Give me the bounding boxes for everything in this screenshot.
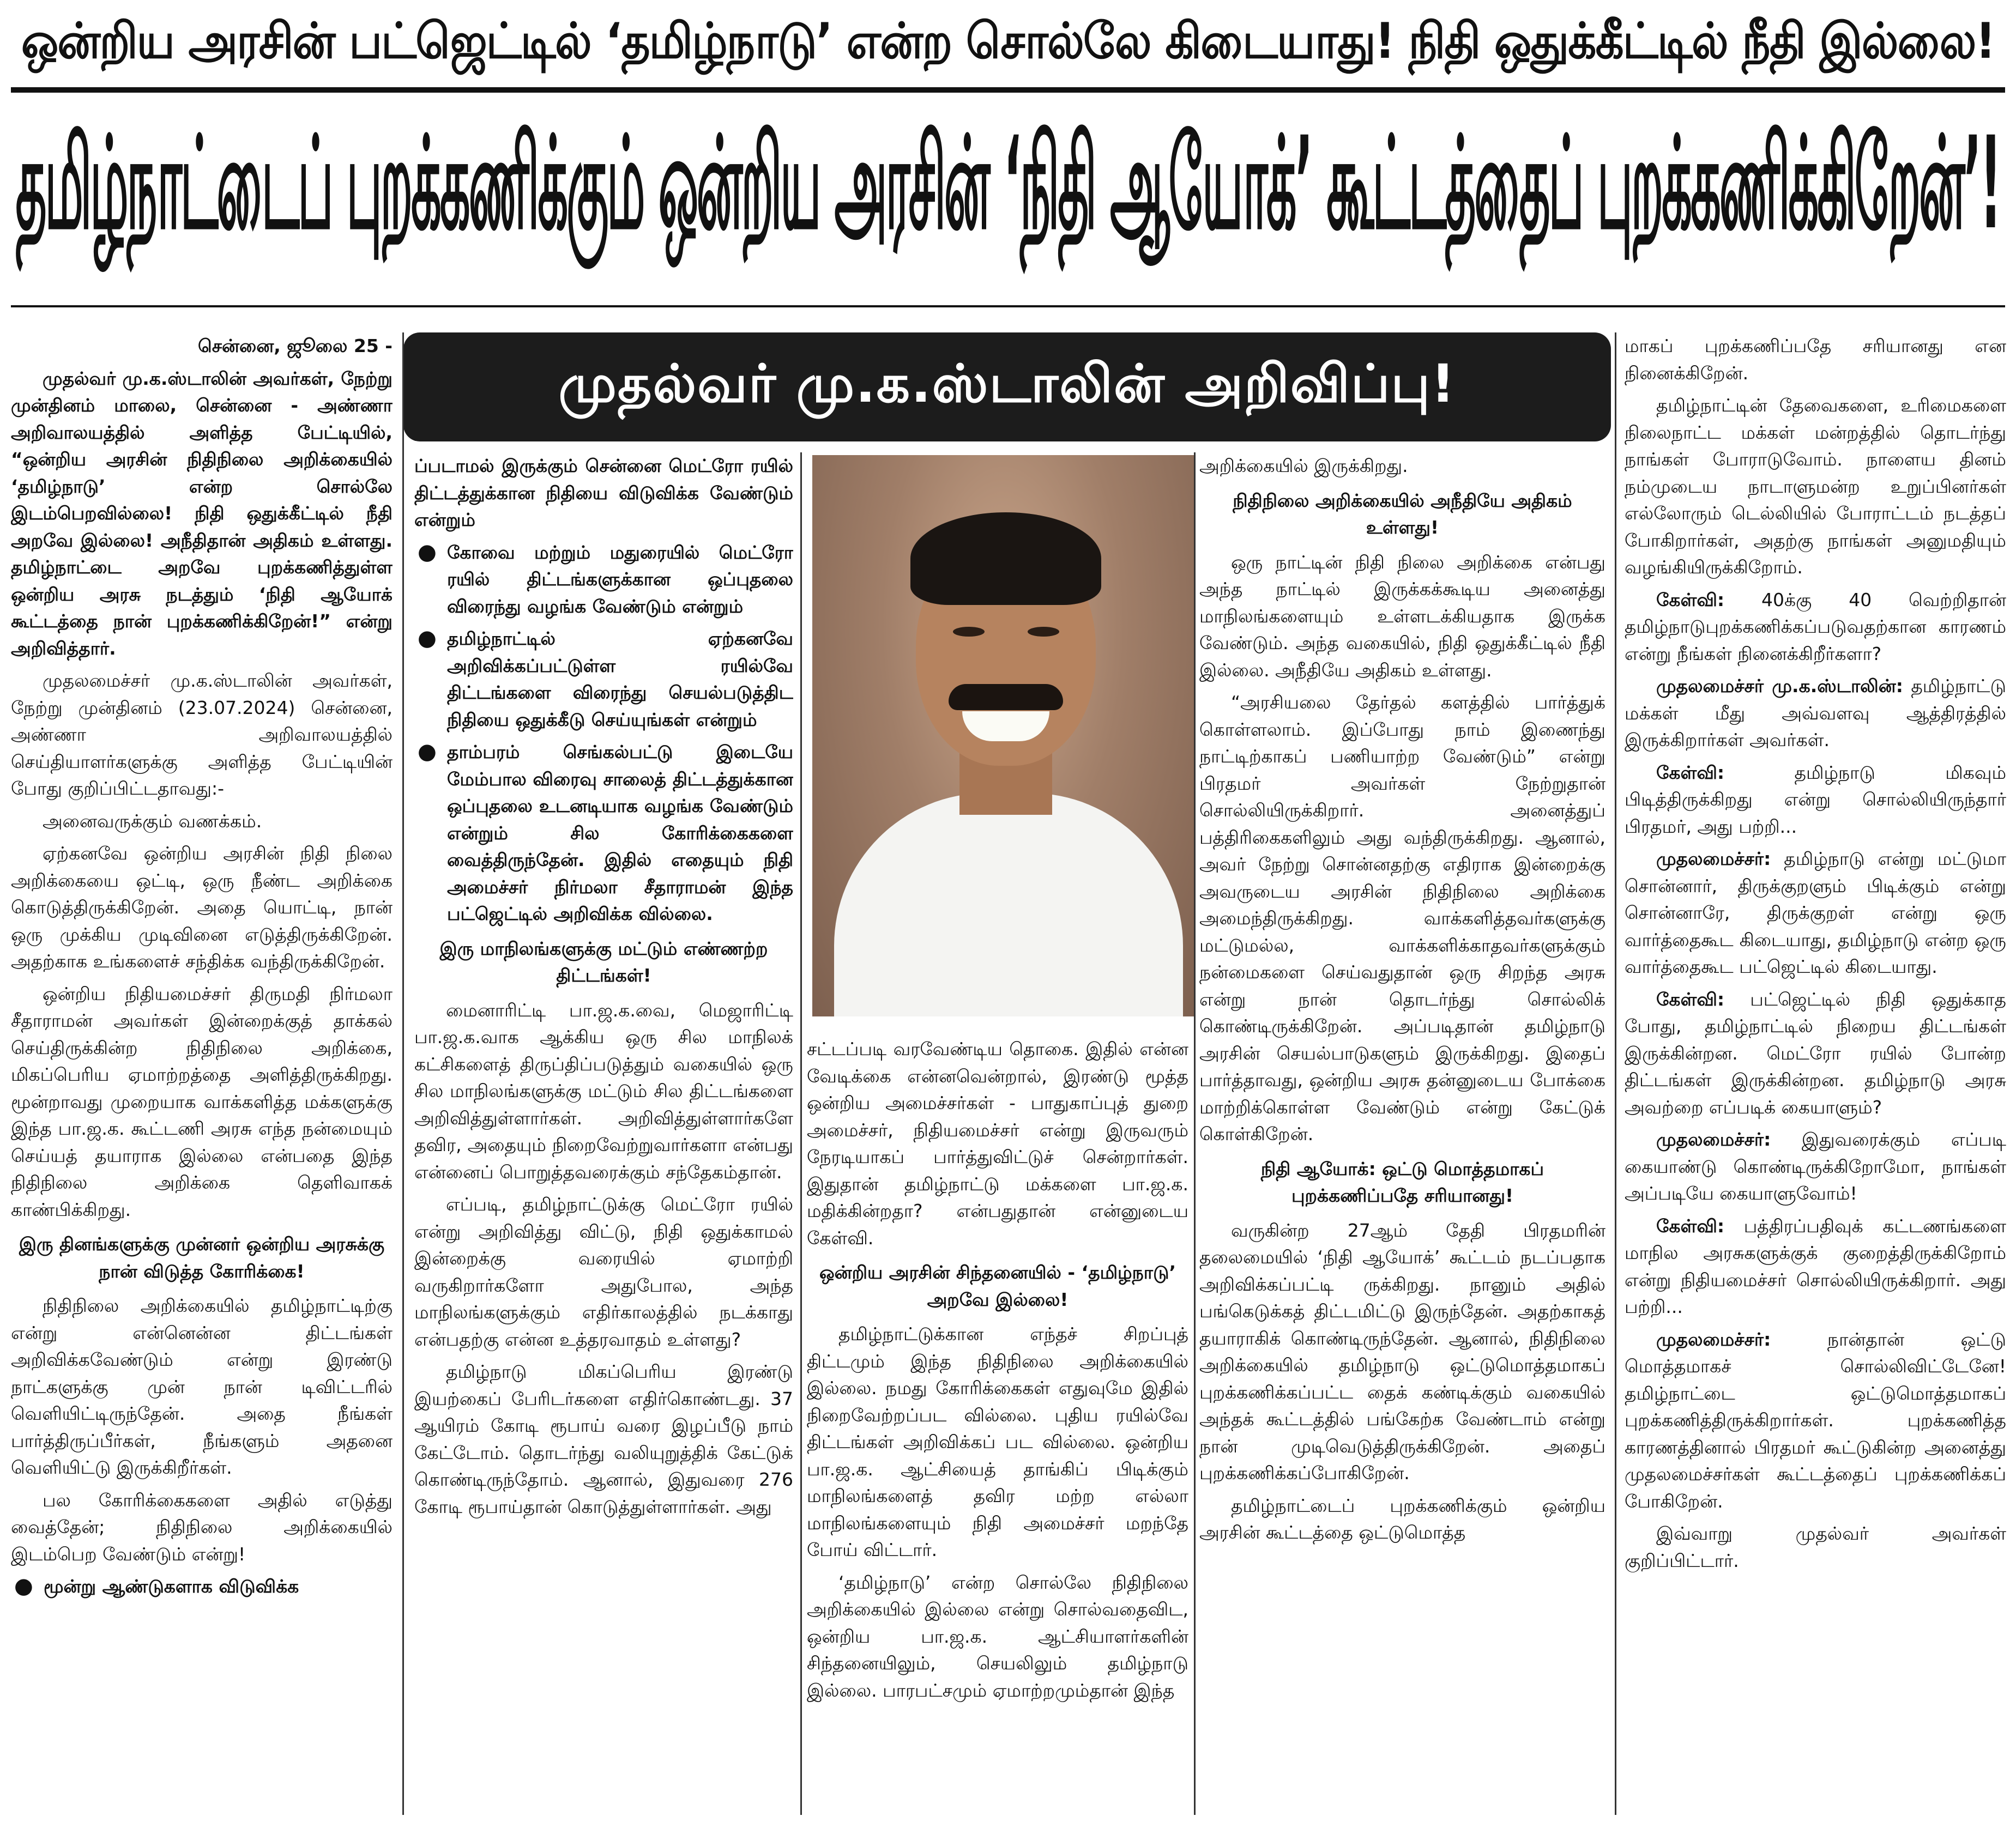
column-rule-2 <box>800 452 802 1815</box>
bullet-text: கோவை மற்றும் மதுரையில் மெட்ரோ ரயில் திட்டங்களுக்கான ஒப்புதலை விரைந்து வழங்க வேண்டும் என்றும் <box>447 541 793 617</box>
paragraph: அனைவருக்கும் வணக்கம். <box>43 810 262 832</box>
paragraph: இவ்வாறு முதல்வர் அவர்கள் குறிப்பிட்டார். <box>1625 1523 2006 1571</box>
lead-paragraph: முதல்வர் மு.க.ஸ்டாலின் அவர்கள், நேற்று முன்தினம் மாலை, சென்னை - அண்ணா அறிவாலயத்தில் அளித்த பேட்டியில், “ஒன்றிய அரசின் நிதிநிலை அறிக்கையில் ‘தமிழ்நாடு’ என்ற சொல்லே இடம்பெறவில்லை! நிதி ஒதுக்கீட்டில் நீதி அறவே இல்லை! அநீதிதான் அதிகம் உள்ளது. தமிழ்நாட்டை அறவே புறக்கணித்துள்ள ஒன்றிய அரசு நடத்தும் ‘நிதி ஆயோக் கூட்டத்தை நான் புறக்கணிக்கிறேன்!” என்று அறிவித்தார். <box>11 367 393 659</box>
subheading: இரு தினங்களுக்கு முன்னர் ஒன்றிய அரசுக்கு நான் விடுத்த கோரிக்கை! <box>19 1233 385 1282</box>
headline-rule <box>11 305 2005 307</box>
interview-answer <box>1625 845 2006 980</box>
question-label: கேள்வி: <box>1656 589 1725 610</box>
paragraph: ஏற்கனவே ஒன்றிய அரசின் நிதி நிலை அறிக்கையை ஒட்டி, ஒரு நீண்ட அறிக்கை கொடுத்திருக்கிறேன். அதை யொட்டி, நான் ஒரு முக்கிய முடிவினை எடுத்திருக்கிறேன். அதற்காக உங்களைச் சந்திக்க வந்திருக்கிறேன். <box>11 843 393 972</box>
bullet-item <box>414 539 793 620</box>
answer-text: தமிழ்நாடு என்று மட்டுமா சொன்னார், திருக்குறளும் பிடிக்கும் என்று சொன்னாரே, திருக்குறள் என்று ஒரு வார்த்தைகூட கிடையாது, தமிழ்நாடு என்ற ஒரு வார்த்தைகூட பட்ஜெட்டில் கிடையாது. <box>1625 848 2006 977</box>
paragraph: தமிழ்நாட்டின் தேவைகளை, உரிமைகளை நிலைநாட்ட மக்கள் மன்றத்தில் தொடர்ந்து நாங்கள் போராடுவோம். நாளைய தினம் நம்முடைய நாடாளுமன்ற உறுப்பினர்கள் எல்லோரும் டெல்லியில் போராட்டம் நடத்தப் போகிறார்கள், அதற்கு நாங்கள் அனுமதியும் வழங்கியிருக்கிறோம். <box>1625 395 2006 578</box>
answer-label: முதலமைச்சர்: <box>1656 1129 1771 1150</box>
photo-hair <box>910 512 1101 605</box>
column-rule-4 <box>1615 332 1616 1815</box>
answer-text: நான்தான் ஒட்டு மொத்தமாகச் சொல்லிவிட்டேனே! தமிழ்நாட்டை ஒட்டுமொத்தமாகப் புறக்கணித்திருக்கிறார்கள். புறக்கணித்த காரணத்தினால் பிரதமர் கூட்டுகின்ற அனைத்து முதலமைச்சர்கள் கூட்டத்தைப் புறக்கணிக்கப் போகிறேன். <box>1625 1328 2006 1512</box>
question-label: கேள்வி: <box>1656 1215 1725 1237</box>
paragraph: ஒன்றிய நிதியமைச்சர் திருமதி நிர்மலா சீதாராமன் அவர்கள் இன்றைக்குத் தாக்கல் செய்திருக்கின்ற நிதிநிலை அறிக்கை, மிகப்பெரிய ஏமாற்றத்தை அளித்திருக்கிறது. மூன்றாவது முறையாக வாக்களித்த மக்களுக்கு இந்த பா.ஜ.க. கூட்டணி அரசு எந்த நன்மையும் செய்யத் தயாராக இல்லை என்பதை இந்த நிதிநிலை அறிக்கை தெளிவாகக் காண்பிக்கிறது. <box>11 983 393 1220</box>
paragraph: “அரசியலை தேர்தல் களத்தில் பார்த்துக் கொள்ளலாம். இப்போது நாம் இணைந்து நாட்டிற்காகப் பணியாற்ற வேண்டும்” என்று பிரதமர் அவர்கள் நேற்றுதான் சொல்லியிருக்கிறார். அனைத்துப் பத்திரிகைகளிலும் அது வந்திருக்கிறது. ஆனால், அவர் நேற்று சொன்னதற்கு எதிராக இன்றைக்கு அவருடைய அரசின் நிதிநிலை அறிக்கை அமைந்திருக்கிறது. வாக்களித்தவர்களுக்கு மட்டுமல்ல, வாக்களிக்காதவர்களுக்கும் நன்மைகளை செய்வதுதான் ஒரு சிறந்த அரசு என்று நான் தொடர்ந்து சொல்லிக் கொண்டிருக்கிறேன். அப்படிதான் தமிழ்நாடு அரசின் செயல்பாடுகளும் இருக்கிறது. இதைப் பார்த்தாவது, ஒன்றிய அரசு தன்னுடைய போக்கை மாற்றிக்கொள்ள வேண்டும் என்று கேட்டுக் கொள்கிறேன். <box>1199 692 1605 1145</box>
answer-label: முதலமைச்சர்: <box>1656 1328 1771 1350</box>
paragraph: முதலமைச்சர் மு.க.ஸ்டாலின் அவர்கள், நேற்று முன்தினம் (23.07.2024) சென்னை, அண்ணா அறிவாலயத்தில் செய்தியாளர்களுக்கு அளித்த பேட்டியின் போது குறிப்பிட்டதாவது:- <box>11 670 393 799</box>
subheading: இரு மாநிலங்களுக்கு மட்டும் எண்ணற்ற திட்டங்கள்! <box>439 937 768 986</box>
bullet-dot: ● <box>418 539 437 565</box>
article-column-5 <box>1625 332 2006 1579</box>
answer-text: தமிழ்நாட்டு மக்கள் மீது அவ்வளவு ஆத்திரத்தில் இருக்கிறார்கள் அவர்கள். <box>1625 675 2006 750</box>
interview-answer <box>1625 1326 2006 1515</box>
interview-question <box>1625 1213 2006 1321</box>
article-column-4 <box>1199 452 1605 1552</box>
paragraph: மாகப் புறக்கணிப்பதே சரியானது என நினைக்கிறேன். <box>1625 335 2006 384</box>
interview-answer <box>1625 1126 2006 1207</box>
announcement-banner: முதல்வர் மு.க.ஸ்டாலின் அறிவிப்பு! <box>403 332 1611 441</box>
interview-question <box>1625 986 2006 1121</box>
dateline: சென்னை, ஜூலை 25 - <box>198 335 393 356</box>
question-text: பட்ஜெட்டில் நிதி ஒதுக்காத போது, தமிழ்நாட்டில் நிறைய திட்டங்கள் இருக்கின்றன. மெட்ரோ ரயில் போன்ற திட்டங்கள் இருக்கின்றன. தமிழ்நாடு அரசு அவற்றை எப்படிக் கையாளும்? <box>1625 988 2006 1118</box>
question-text: 40க்கு 40 வெற்றிதான் தமிழ்நாடுபுறக்கணிக்கப்படுவதற்கான காரணம் என்று நீங்கள் நினைக்கிறீர்களா? <box>1625 589 2006 664</box>
answer-text: இதுவரைக்கும் எப்படி கையாண்டு கொண்டிருக்கிறோமோ, நாங்கள் அப்படியே கையாளுவோம்! <box>1625 1129 2006 1204</box>
bullet-text: மூன்று ஆண்டுகளாக விடுவிக்க <box>44 1576 299 1597</box>
paragraph: தமிழ்நாடு மிகப்பெரிய இரண்டு இயற்கைப் பேரிடர்களை எதிர்கொண்டது. 37 ஆயிரம் கோடி ரூபாய் வரை இழப்பீடு நாம் கேட்டோம். தொடர்ந்து வலியுறுத்திக் கேட்டுக் கொண்டிருந்தோம். ஆனால், இதுவரை 276 கோடி ரூபாய்தான் கொடுத்துள்ளார்கள். அது <box>414 1361 793 1517</box>
interview-answer <box>1625 673 2006 754</box>
kicker-headline: ஒன்றிய அரசின் பட்ஜெட்டில் ‘தமிழ்நாடு’ என்ற சொல்லே கிடையாது! நிதி ஒதுக்கீட்டில் நீதி இல்லை! <box>21 12 1995 70</box>
bullet-dot: ● <box>418 739 437 764</box>
bullet-text: தாம்பரம் செங்கல்பட்டு இடையே மேம்பால விரைவு சாலைத் திட்டத்துக்கான ஒப்புதலை உடனடியாக வழங்க வேண்டும் என்றும் சில கோரிக்கைகளை வைத்திருந்தேன். இதில் எதையும் நிதி அமைச்சர் நிர்மலா சீதாராமன் இந்த பட்ஜெட்டில் அறிவிக்க வில்லை. <box>447 741 793 924</box>
article-column-1 <box>11 332 393 1606</box>
subheading: நிதி ஆயோக்: ஒட்டு மொத்தமாகப் புறக்கணிப்பதே சரியானது! <box>1260 1158 1544 1206</box>
subheading: நிதிநிலை அறிக்கையில் அநீதியே அதிகம் உள்ளது! <box>1233 489 1572 538</box>
answer-label: முதலமைச்சர் மு.க.ஸ்டாலின்: <box>1656 675 1903 697</box>
article-column-2 <box>414 452 793 1526</box>
bullet-text: தமிழ்நாட்டில் ஏற்கனவே அறிவிக்கப்பட்டுள்ள ரயில்வே திட்டங்களை விரைந்து செயல்படுத்திட நிதியை ஒதுக்கீடு செய்யுங்கள் என்றும் <box>447 628 793 730</box>
photo-eye-left <box>953 627 985 637</box>
column-rule-1 <box>402 332 404 1815</box>
column-rule-3 <box>1194 452 1196 1815</box>
photo-shirt <box>834 793 1183 1016</box>
paragraph: தமிழ்நாட்டைப் புறக்கணிக்கும் ஒன்றிய அரசின் கூட்டத்தை ஒட்டுமொத்த <box>1199 1494 1605 1543</box>
question-text: பத்திரப்பதிவுக் கட்டணங்களை மாநில அரசுகளுக்குக் குறைத்திருக்கிறோம் என்று நிதியமைச்சர் சொல்லியிருக்கிறார். அது பற்றி... <box>1625 1215 2006 1317</box>
interview-question <box>1625 759 2006 840</box>
bullet-dot: ● <box>418 626 437 651</box>
photo-eye-right <box>1028 627 1059 637</box>
paragraph: நிதிநிலை அறிக்கையில் தமிழ்நாட்டிற்கு என்று என்னென்ன திட்டங்கள் அறிவிக்கவேண்டும் என்று இரண்டு நாட்களுக்கு முன் நான் டிவிட்டரில் வெளியிட்டிருந்தேன். அதை நீங்கள் பார்த்திருப்பீர்கள், நீங்களும் அதனை வெளியிட்டு இருக்கிறீர்கள். <box>11 1295 393 1478</box>
answer-label: முதலமைச்சர்: <box>1656 848 1771 869</box>
bullet-item <box>414 625 793 733</box>
bullet-item <box>414 739 793 928</box>
paragraph: அறிக்கையில் இருக்கிறது. <box>1199 455 1408 476</box>
question-text: தமிழ்நாடு மிகவும் பிடித்திருக்கிறது என்று சொல்லியிருந்தார் பிரதமர், அது பற்றி... <box>1625 761 2006 837</box>
paragraph: ப்படாமல் இருக்கும் சென்னை மெட்ரோ ரயில் திட்டத்துக்கான நிதியை விடுவிக்க வேண்டும் என்றும் <box>414 455 793 530</box>
paragraph: ஒரு நாட்டின் நிதி நிலை அறிக்கை என்பது அந்த நாட்டில் இருக்கக்கூடிய அனைத்து மாநிலங்களையும் உள்ளடக்கியதாக இருக்க வேண்டும். அந்த வகையில், நிதி ஒதுக்கீட்டில் நீதி இல்லை. அநீதியே அதிகம் உள்ளது. <box>1199 551 1605 681</box>
paragraph: மைனாரிட்டி பா.ஜ.க.வை, மெஜாரிட்டி பா.ஜ.க.வாக ஆக்கிய ஒரு சில மாநிலக் கட்சிகளைத் திருப்திப்படுத்தும் வகையில் ஒரு சில மாநிலங்களுக்கு மட்டும் சில திட்டங்களை அறிவித்துள்ளார்கள். அறிவித்துள்ளார்களே தவிர, அதையும் நிறைவேற்றுவார்களா என்பது என்னைப் பொறுத்தவரைக்கும் சந்தேகம்தான். <box>414 999 793 1183</box>
interview-question <box>1625 586 2006 668</box>
question-label: கேள்வி: <box>1656 761 1725 783</box>
main-headline: தமிழ்நாட்டைப் புறக்கணிக்கும் ஒன்றிய அரசின் ‘நிதி ஆயோக்’ கூட்டத்தைப் புறக்கணிக்கிறேன்’! <box>15 110 2000 258</box>
subheading: ஒன்றிய அரசின் சிந்தனையில் - ‘தமிழ்நாடு’ அறவே இல்லை! <box>819 1262 1176 1310</box>
bullet-item <box>11 1573 393 1600</box>
article-column-3 <box>807 1036 1188 1709</box>
photo-moustache <box>949 684 1063 710</box>
question-label: கேள்வி: <box>1656 988 1725 1010</box>
paragraph: சட்டப்படி வரவேண்டிய தொகை. இதில் என்ன வேடிக்கை என்னவென்றால், இரண்டு மூத்த ஒன்றிய அமைச்சர்கள் - பாதுகாப்புத் துறை அமைச்சர், நிதியமைச்சர் என்று இருவரும் நேரடியாகப் பார்த்துவிட்டுச் சென்றார்கள். இதுதான் தமிழ்நாட்டு மக்களை பா.ஜ.க. மதிக்கின்றதா? என்பதுதான் என்னுடைய கேள்வி. <box>807 1038 1188 1249</box>
paragraph: தமிழ்நாட்டுக்கான எந்தச் சிறப்புத் திட்டமும் இந்த நிதிநிலை அறிக்கையில் இல்லை. நமது கோரிக்கைகள் எதுவுமே இதில் நிறைவேற்றப்பட வில்லை. புதிய ரயில்வே திட்டங்கள் அறிவிக்கப் பட வில்லை. ஒன்றிய பா.ஜ.க. ஆட்சியைத் தாங்கிப் பிடிக்கும் மாநிலங்களைத் தவிர மற்ற எல்லா மாநிலங்களையும் நிதி அமைச்சர் மறந்தே போய் விட்டார். <box>807 1323 1188 1560</box>
bullet-dot: ● <box>14 1573 33 1599</box>
paragraph: எப்படி, தமிழ்நாட்டுக்கு மெட்ரோ ரயில் என்று அறிவித்து விட்டு, நிதி ஒதுக்காமல் இன்றைக்கு வரையில் ஏமாற்றி வருகிறார்களோ அதுபோல, அந்த மாநிலங்களுக்கும் எதிர்காலத்தில் நடக்காது என்பதற்கு என்ன உத்தரவாதம் உள்ளது? <box>414 1194 793 1350</box>
chief-minister-photo <box>812 455 1194 1016</box>
paragraph: வருகின்ற 27ஆம் தேதி பிரதமரின் தலைமையில் ‘நிதி ஆயோக்’ கூட்டம் நடப்பதாக அறிவிக்கப்பட்டி ருக்கிறது. நானும் அதில் பங்கெடுக்கத் திட்டமிட்டு இருந்தேன். அதற்காகத் தயாராகிக் கொண்டிருந்தேன். ஆனால், நிதிநிலை அறிக்கையில் தமிழ்நாடு ஒட்டுமொத்தமாகப் புறக்கணிக்கப்பட்ட தைக் கண்டிக்கும் வகையில் அந்தக் கூட்டத்தில் பங்கேற்க வேண்டாம் என்று நான் முடிவெடுத்திருக்கிறேன். அதைப் புறக்கணிக்கப்போகிறேன். <box>1199 1219 1605 1484</box>
paragraph: ‘தமிழ்நாடு’ என்ற சொல்லே நிதிநிலை அறிக்கையில் இல்லை என்று சொல்வதைவிட, ஒன்றிய பா.ஜ.க. ஆட்சியாளர்களின் சிந்தனையிலும், செயலிலும் தமிழ்நாடு இல்லை. பாரபட்சமும் ஏமாற்றமும்தான் இந்த <box>807 1571 1188 1701</box>
paragraph: பல கோரிக்கைகளை அதில் எடுத்து வைத்தேன்; நிதிநிலை அறிக்கையில் இடம்பெற வேண்டும் என்று! <box>11 1489 393 1565</box>
